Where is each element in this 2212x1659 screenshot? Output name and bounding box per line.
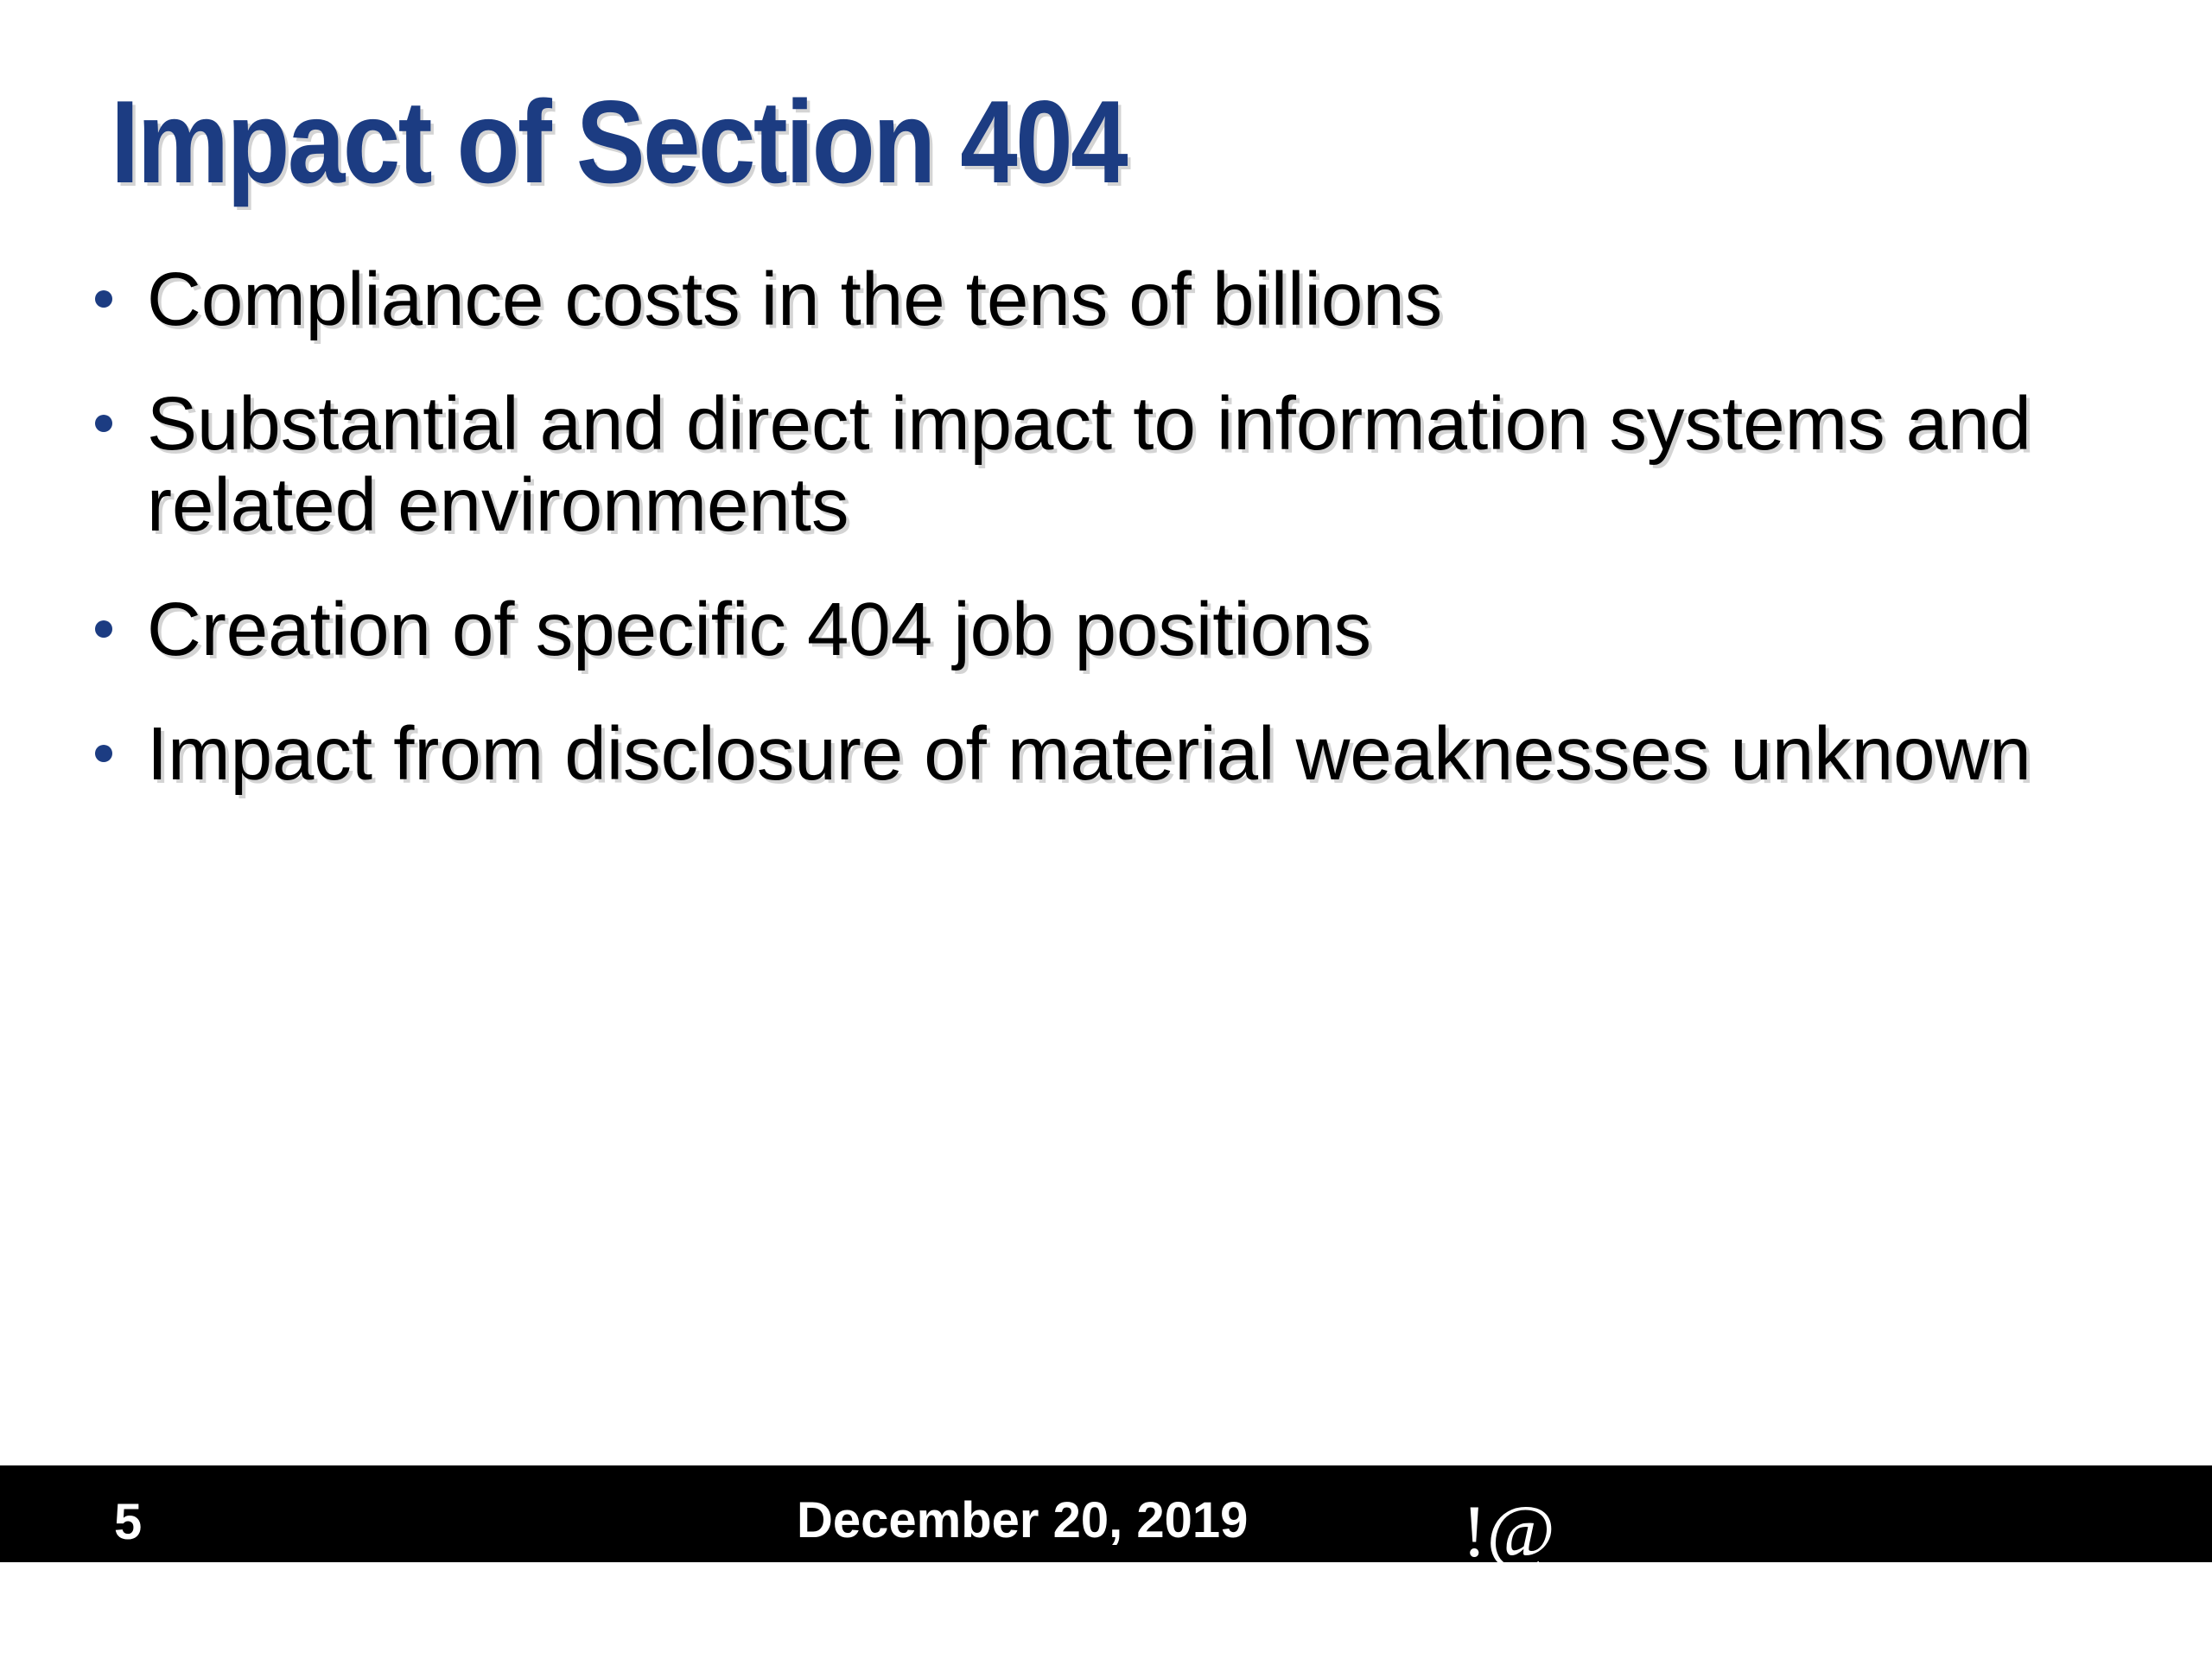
footer-mark: !@ bbox=[1462, 1490, 1555, 1573]
bullet-item bbox=[86, 589, 2126, 671]
slide-title: Impact of Section 404 bbox=[111, 76, 1126, 207]
bullet-text: Creation of specific 404 job positions bbox=[147, 588, 1371, 671]
footer-bar bbox=[0, 1465, 2212, 1573]
footer-tick: ” bbox=[1984, 1547, 1994, 1580]
bullet-list bbox=[86, 259, 2126, 795]
bullet-item bbox=[86, 714, 2126, 795]
bullet-item bbox=[86, 384, 2126, 546]
bullet-text: Impact from disclosure of material weaknesses unknown bbox=[147, 712, 2031, 796]
bullet-icon bbox=[95, 415, 112, 432]
footer-date: December 20, 2019 bbox=[797, 1492, 1249, 1548]
bullet-icon bbox=[95, 745, 112, 762]
bullet-icon bbox=[95, 290, 112, 308]
bullet-icon bbox=[95, 620, 112, 638]
bullet-item bbox=[86, 259, 2126, 340]
bullet-text: Compliance costs in the tens of billions bbox=[147, 257, 1443, 341]
page-number: 5 bbox=[114, 1494, 143, 1550]
bullet-text: Substantial and direct impact to information systems and related environments bbox=[147, 382, 2031, 547]
